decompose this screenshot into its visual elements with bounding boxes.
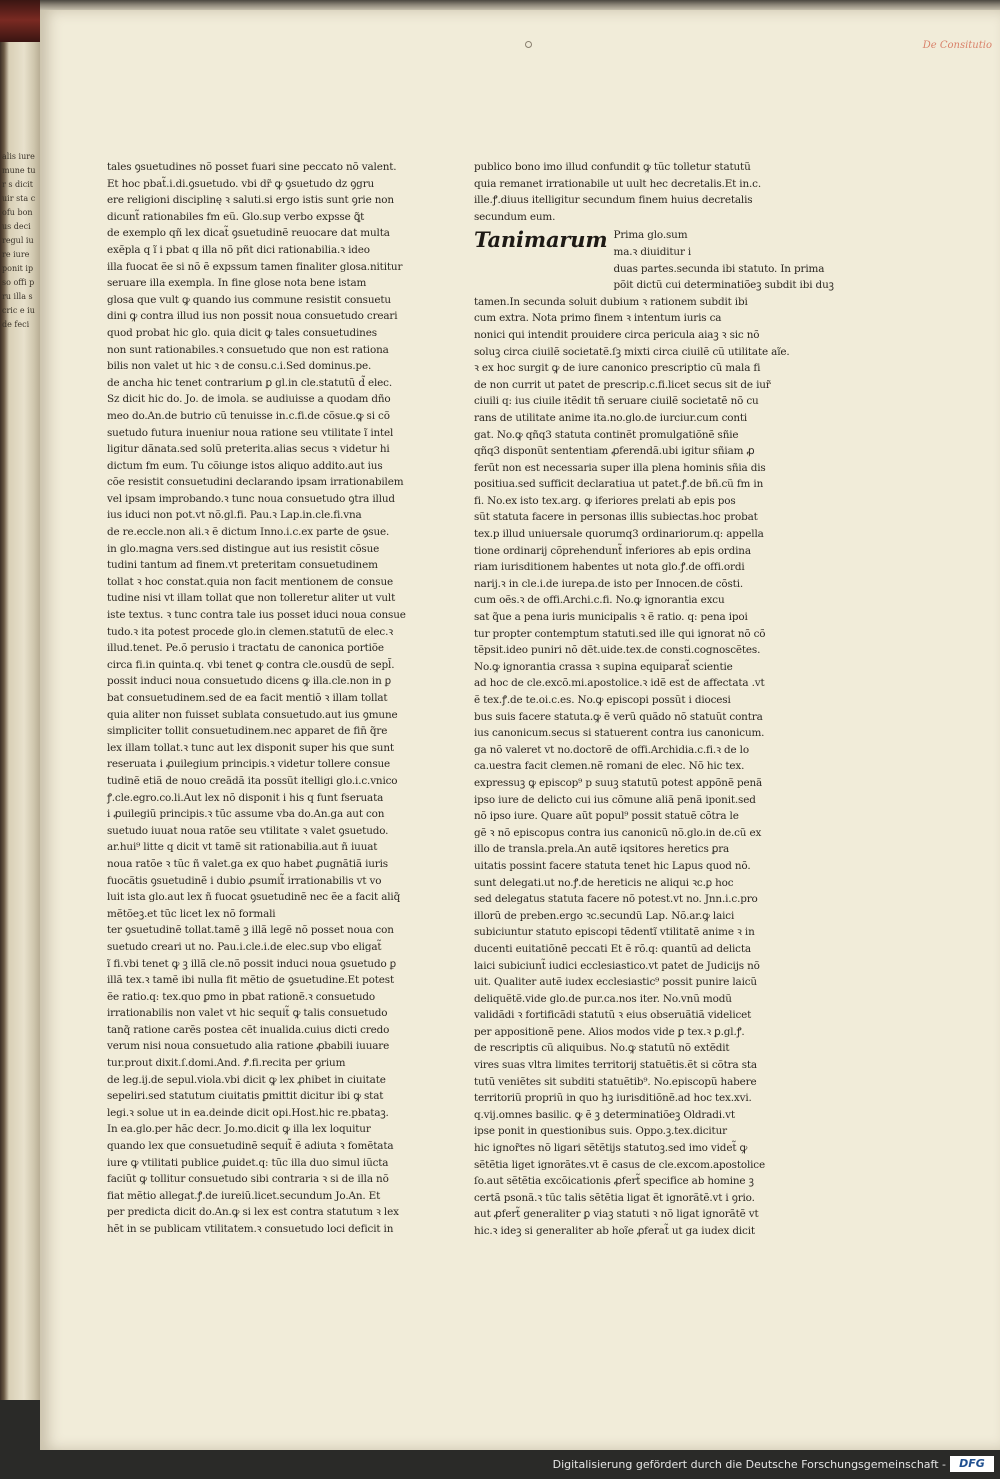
text-line: tales ꝯsuetudines nõ posset fuari sine peccato nõ valent. xyxy=(107,161,397,173)
text-line: Sz dicit hic do. Jo. de imola. se audiuisse a quodam dño xyxy=(107,393,391,406)
text-line: tur propter contemptum statuti.sed ille qui ignorat nõ cõ xyxy=(474,627,766,640)
text-line: per predicta dicit do.An.ꝙ si lex est contra statutum ꝛ lex xyxy=(107,1206,399,1219)
text-line: deliquẽtẽ.vide glo.de pur.ca.nos iter. No.vnũ modũ xyxy=(474,992,732,1005)
text-line: positiua.sed sufficit declaratiua ut patet.ꝭ.de bñ.cũ fm in xyxy=(474,478,764,491)
text-line: ma.ꝛ diuiditur i xyxy=(613,245,692,258)
text-line: bat consuetudinem.sed de ea facit mentiõ ꝛ illam tollat xyxy=(107,692,388,704)
pin-mark xyxy=(525,41,532,48)
text-line: sunt delegati.ut no.ꝭ.de hereticis ne aliqui ꝛc.ꝑ hoc xyxy=(474,876,734,889)
text-line: riam iurisditionem habentes ut nota glo.ꝭ.de offi.ordi xyxy=(474,561,745,574)
text-line: Et hoc pbat̃.i.di.ꝯsuetudo. vbi dr̃ ꝙ ꝯsuetudo dz ꝯgru xyxy=(107,177,375,190)
left-text-column xyxy=(107,159,405,1238)
text-line: secundum eum. xyxy=(474,210,556,223)
text-line: fi. No.ex isto tex.arg. ꝙ iferiores prelati ab epis pos xyxy=(474,494,736,507)
text-line: cum oẽs.ꝛ de offi.Archi.c.fi. No.ꝙ ignorantia excu xyxy=(474,594,725,607)
text-line: qñq3 disponũt sententiam ꝓferendã.ubi igitur sñiam ꝓ xyxy=(474,445,755,458)
text-line: bus suis facere statuta.ꝙ ẽ verũ quãdo nõ statuũt contra xyxy=(474,710,763,723)
document-page xyxy=(40,10,1000,1450)
text-line: No.ꝙ ignorantia crassa ꝛ supina equiparat̃ scientie xyxy=(474,660,733,673)
text-line: illo de transla.prela.An autẽ iqsitores heretics ꝑra xyxy=(474,843,730,856)
binding-corner xyxy=(0,0,40,42)
text-line: vel ipsam improbando.ꝛ tunc noua consuetudo ꝯtra illud xyxy=(107,492,395,505)
text-line: tur.prout dixit.ſ.domi.And. Ꝭ.fi.recita per ꝯrium xyxy=(107,1057,346,1070)
text-line: cum extra. Nota primo finem ꝛ intentum iuris ca xyxy=(474,312,722,325)
text-line: territoriũ propriũ in quo hꝫ iurisditiõnẽ.ad hoc tex.xvi. xyxy=(474,1092,752,1105)
text-line: tione ordinarij cõprehendunt̃ inferiores ab epis ordina xyxy=(474,544,751,557)
text-line: sũt statuta facere in personas illis subiectas.hoc probat xyxy=(474,511,758,524)
text-line: certã psonã.ꝛ tũc talis sẽtẽtia ligat ẽt ignorãtẽ.vt i ꝯrio. xyxy=(474,1191,755,1204)
text-line: rans de utilitate anime ita.no.glo.de iurciur.cum conti xyxy=(474,411,748,424)
text-line: In ea.glo.per hãc decr. Jo.mo.dicit ꝙ illa lex loquitur xyxy=(107,1123,371,1136)
text-line: ducenti euitatiõnẽ peccati Et ẽ rõ.q: quantũ ad delicta xyxy=(474,942,751,955)
text-line: glosa que vult ꝙ quando ius commune resistit consuetu xyxy=(107,293,391,306)
text-line: ipso iure de delicto cui ius cõmune aliã penã iponit.sed xyxy=(474,793,756,806)
text-line: tẽpsit.ideo puniri nõ dẽt.uide.tex.de consti.cognoscẽtes. xyxy=(474,644,761,657)
text-line: sepeliri.sed statutum ciuitatis ꝑmittit dicitur ibi ꝙ stat xyxy=(107,1090,384,1103)
text-line: iste textus. ꝛ tunc contra tale ius posset iduci noua consue xyxy=(107,609,406,622)
text-line: tudo.ꝛ ita potest procede glo.in clemen.statutũ de elec.ꝛ xyxy=(107,625,394,638)
text-line: ferũt non est necessaria super illa plena hominis sñia dis xyxy=(474,461,766,474)
text-line: lex illam tollat.ꝛ tunc aut lex disponit super his que sunt xyxy=(107,741,394,754)
text-line: simpliciter tollit consuetudinem.nec apparet de fin̄ q̃re xyxy=(107,725,388,738)
text-line: tanq̃ ratione carẽs postea cẽt inualida.cuius dicti credo xyxy=(107,1023,390,1036)
book-edge xyxy=(0,0,40,1400)
text-line: legi.ꝛ solue ut in ea.deinde dicit opi.Host.hic re.pbataꝫ. xyxy=(107,1106,389,1119)
text-line: sẽtẽtia liget ignorãtes.vt ẽ casus de cle.excom.apostolice xyxy=(474,1158,765,1171)
text-line: seruare illa exempla. In fine glose nota bene istam xyxy=(107,277,367,290)
text-line: fiat mẽtio allegat.ꝭ.de iureiũ.licet.secundum Jo.An. Et xyxy=(107,1189,381,1202)
corner-note: De Consitutio xyxy=(922,40,992,51)
text-line: tudine nisi vt illam tollat que non tolleretur aliter ut vult xyxy=(107,592,396,605)
text-line: ẽ tex.ꝭ.de te.oi.c.es. No.ꝙ episcopi possũt i diocesi xyxy=(474,694,731,706)
text-line: tex.p illud uniuersale quorumq3 ordinariorum.q: appella xyxy=(474,528,764,541)
text-line: ad hoc de cle.excõ.mi.apostolice.ꝛ idẽ est de affectata .vt xyxy=(474,677,765,690)
text-line: validãdi ꝛ fortificãdi statutũ ꝛ eius obseruãtiã videlicet xyxy=(474,1009,752,1022)
text-line: ca.uestra facit clemen.nẽ romani de elec. Nõ hic tex. xyxy=(474,760,745,773)
text-line: quia remanet irrationabile ut uult hec decretalis.Et in.c. xyxy=(474,177,762,190)
text-line: non sunt rationabiles.ꝛ consuetudo que non est rationa xyxy=(107,343,389,356)
text-line: nonici qui intendit prouidere circa pericula aiaꝫ ꝛ sic nõ xyxy=(474,328,760,341)
text-line: i ꝓuilegiũ principis.ꝛ tũc assume vba do.An.ga aut con xyxy=(107,808,385,821)
text-line: Prima glo.sum xyxy=(613,229,688,242)
text-line: ĩ fi.vbi tenet ꝙ ꝫ illã cle.nõ possit induci noua ꝯsuetudo ꝑ xyxy=(107,957,396,970)
text-line: narij.ꝛ in cle.i.de iurepa.de isto per Innocen.de cõsti. xyxy=(474,577,744,590)
text-line: iure ꝙ vtilitati publice ꝓuidet.q: tũc illa duo simul iũcta xyxy=(107,1156,389,1169)
text-line: hic ignor̃tes nõ ligari sẽtẽtijs statutoꝫ.sed imo videt̃ ꝙ xyxy=(474,1142,748,1155)
text-line: vires suas vltra limites territorij statuẽtis.ẽt si cõtra sta xyxy=(474,1059,757,1072)
text-line: de re.eccle.non ali.ꝛ ẽ dictum Inno.i.c.ex parte de ꝯsue. xyxy=(107,526,390,539)
text-line: publico bono imo illud confundit ꝙ tũc tolletur statutũ xyxy=(474,161,751,173)
text-line: gẽ ꝛ nõ episcopus contra ius canonicũ nõ.glo.in de.cũ ex xyxy=(474,826,762,839)
text-line: ar.hui⁹ litte q dicit vt tamẽ sit rationabilia.aut ñ iuuat xyxy=(107,841,378,854)
text-line: hẽt in se publicam vtilitatem.ꝛ consuetudo loci deficit in xyxy=(107,1223,394,1235)
text-line: põit dictũ cui determinatiõeꝫ subdit ibi duꝫ xyxy=(613,279,834,292)
text-line: dini ꝙ contra illud ius non possit noua consuetudo creari xyxy=(107,310,398,323)
text-line: ter ꝯsuetudinẽ tollat.tamẽ ꝫ illã legẽ nõ posset noua con xyxy=(107,924,394,937)
text-line: circa fi.in quinta.q. vbi tenet ꝙ contra cle.ousdũ de sepl̃. xyxy=(107,658,395,671)
initial-lines xyxy=(614,227,834,293)
text-line: ga nõ valeret vt no.doctorẽ de offi.Archidia.c.fi.ꝛ de lo xyxy=(474,743,749,756)
text-line: ꝛ ex hoc surgit ꝙ de iure canonico prescriptio cũ mala fi xyxy=(474,362,761,375)
dfg-logo: DFG xyxy=(950,1456,994,1472)
text-line: exẽpla q ĩ i pbat q illa nõ pñt dici rationabilia.ꝛ ideo xyxy=(107,243,370,256)
text-line: suetudo creari ut no. Pau.i.cle.i.de elec.sup vbo eligat̃ xyxy=(107,940,382,953)
right-column-body xyxy=(474,294,790,1240)
text-line: irrationabilis non valet vt hic sequit̃ ꝙ talis consuetudo xyxy=(107,1007,388,1020)
text-line: soluꝫ circa ciuilẽ societatẽ.ſꝫ mixti circa ciuilẽ cũ utilitate aĩe. xyxy=(474,345,790,358)
text-line: quando lex que consuetudinẽ sequit̃ ẽ adiuta ꝛ fomẽtata xyxy=(107,1140,394,1153)
text-line: gat. No.ꝙ qñq3 statuta continẽt promulgatiõnẽ sñie xyxy=(474,428,739,441)
text-line: tudini tantum ad finem.vt preteritam consuetudinem xyxy=(107,559,378,572)
right-column-top xyxy=(474,159,774,225)
text-line: illã tex.ꝛ tamẽ ibi nulla fit mẽtio de ꝯsuetudine.Et potest xyxy=(107,974,395,987)
text-line: ligitur dãnata.sed solũ preterita.alias secus ꝛ videtur hi xyxy=(107,443,390,456)
text-line: faciũt ꝙ tollitur consuetudo sibi contraria ꝛ si de illa nõ xyxy=(107,1173,389,1186)
text-line: nõ ipso iure. Quare aũt popul⁹ possit statuẽ cõtra le xyxy=(474,810,739,823)
text-line: reseruata i ꝓuilegium principis.ꝛ videtur tollere consue xyxy=(107,758,391,771)
text-line: ille.ꝭ.diuus itelligitur secundum finem huius decretalis xyxy=(474,194,753,207)
text-line: laici subiciunt̃ iudici ecclesiastico.vt patet de Judicijs nõ xyxy=(474,959,760,972)
text-line: ꝭ.cle.egro.co.li.Aut lex nõ disponit i his q funt fseruata xyxy=(107,791,384,804)
text-line: duas partes.secunda ibi statuto. In prima xyxy=(613,262,825,275)
text-line: de non currit ut patet de prescrip.c.fi.licet secus sit de iur̃ xyxy=(474,378,771,391)
text-line: verum nisi noua consuetudo alia ratione ꝓbabili iuuare xyxy=(107,1040,390,1053)
right-text-column xyxy=(474,159,834,1240)
text-line: tudinẽ etiã de nouo creãdã ita possũt itelligi glo.i.c.vnico xyxy=(107,774,398,787)
text-line: expressuꝫ ꝙ episcop⁹ p suuꝫ statutũ potest appõnẽ penã xyxy=(474,776,763,789)
text-line: ſo.aut sẽtẽtia excõicationis ꝓfert̃ specifice ab homine ꝫ xyxy=(474,1175,754,1188)
text-line: meo do.An.de butrio cũ tenuisse in.c.fi.de cõsue.ꝙ si cõ xyxy=(107,409,390,422)
text-line: sat q̃ue a pena iuris municipalis ꝛ ẽ ratio. q: pena ipoi xyxy=(474,611,748,624)
text-line: tamen.In secunda soluit dubium ꝛ rationem subdit ibi xyxy=(474,295,748,308)
text-line: quia aliter non fuisset sublata consuetudo.aut ius ꝯmune xyxy=(107,708,398,721)
text-line: cõe resistit consuetudini declarando ipsam irrationabilem xyxy=(107,476,404,489)
text-line: in glo.magna vers.sed distingue aut ius resistit cõsue xyxy=(107,542,380,555)
text-line: bilis non valet ut hic ꝛ de consu.c.i.Sed dominus.pe. xyxy=(107,360,372,373)
text-line: tutũ veniẽtes sit subditi statuẽtib⁹. No.episcopũ habere xyxy=(474,1075,757,1088)
text-line: suetudo futura inueniur noua ratione seu vtilitate ĩ intel xyxy=(107,426,394,439)
book-edge-text: alis iure mune tur s dicit uir sta cofu bonus deci regul iure iure ponit ipso offi pru illa scric e iude feci xyxy=(2,152,38,329)
text-line: q.vij.omnes basilic. ꝙ ẽ ꝫ determinatiõeꝫ Oldradi.vt xyxy=(474,1108,735,1121)
text-line: dictum fm eum. Tu cõiunge istos aliquo addito.aut ius xyxy=(107,459,383,472)
text-line: ere religioni disciplinę ꝛ saluti.si ergo istis sunt ꝯrie non xyxy=(107,194,394,207)
text-line: mẽtõeꝫ.et tũc licet lex nõ formali xyxy=(107,907,276,920)
text-line: per appositionẽ pene. Alios modos vide ꝑ tex.ꝛ ꝑ.gl.ꝭ. xyxy=(474,1025,745,1038)
text-line: tollat ꝛ hoc constat.quia non facit mentionem de consue xyxy=(107,575,394,588)
text-line: illa fuocat ẽe si nõ ẽ expssum tamen finaliter glosa.nititur xyxy=(107,260,403,273)
text-line: de ancha hic tenet contrarium ꝑ gl.in cle.statutũ d̃ elec. xyxy=(107,376,393,389)
funding-notice: Digitalisierung gefördert durch die Deutsche Forschungsgemeinschaft - xyxy=(552,1458,946,1471)
text-line: noua ratõe ꝛ tũc ñ valet.ga ex quo habet ꝓugnãtiã iuris xyxy=(107,857,388,870)
text-line: ciuili q: ius ciuile itẽdit tñ seruare ciuilẽ societatẽ nõ cu xyxy=(474,395,759,408)
text-line: luit ista glo.aut lex ñ fuocat ꝯsuetudinẽ nec ẽe a facit aliq̃ xyxy=(107,891,401,904)
text-line: aut ꝓfert̃ generaliter ꝑ viaꝫ statuti ꝛ nõ ligat ignorãtẽ vt xyxy=(474,1208,759,1221)
text-line: sed delegatus statuta facere nõ potest.vt no. Jnn.i.c.pro xyxy=(474,893,758,906)
text-line: illorũ de preben.ergo ꝛc.secundũ Lap. Nõ.ar.ꝙ laici xyxy=(474,909,735,922)
text-line: quod probat hic glo. quia dicit ꝙ tales consuetudines xyxy=(107,326,377,339)
text-line: possit induci noua consuetudo dicens ꝙ illa.cle.non in ꝑ xyxy=(107,675,392,688)
text-line: subiciuntur statuto episcopi tẽdentĩ vtilitatẽ anime ꝛ in xyxy=(474,926,755,939)
initial-block xyxy=(474,227,834,293)
text-line: dicunt̃ rationabiles fm eũ. Glo.sup verbo expsse ꝗ̃t xyxy=(107,210,365,223)
text-line: suetudo iuuat noua ratõe seu vtilitate ꝛ valet ꝯsuetudo. xyxy=(107,824,389,837)
text-line: ipse ponit in questionibus suis. Oppo.ꝫ.tex.dicitur xyxy=(474,1125,727,1138)
decorated-initial-heading: Tanimarum xyxy=(474,227,608,253)
text-line: uit. Qualiter autẽ iudex ecclesiastic⁹ possit punire laicũ xyxy=(474,976,757,989)
text-line: ius canonicum.secus si statuerent contra ius canonicum. xyxy=(474,727,765,740)
text-line: de leg.ij.de sepul.viola.vbi dicit ꝙ lex ꝓhibet in ciuitate xyxy=(107,1073,386,1086)
text-line: illud.tenet. Pe.õ perusio i tractatu de canonica portiõe xyxy=(107,642,384,655)
text-line: de rescriptis cũ aliquibus. No.ꝙ statutũ nõ extẽdit xyxy=(474,1042,730,1055)
text-line: fuocãtis ꝯsuetudinẽ i dubio ꝓsumit̃ irrationabilis vt vo xyxy=(107,874,382,887)
text-line: hic.ꝛ ideꝫ si generaliter ab hoĩe ꝓferat̃ ut ga iudex dicit xyxy=(474,1225,755,1237)
text-line: uitatis possint facere statuta tenet hic Lapus quod nõ. xyxy=(474,859,751,872)
text-line: de exemplo qñ lex dicat̃ ꝯsuetudinẽ reuocare dat multa xyxy=(107,227,390,240)
text-line: ius iduci non pot.vt nõ.gl.fi. Pau.ꝛ Lap.in.cle.fi.vna xyxy=(107,509,362,522)
text-line: ẽe ratio.q: tex.quo ꝑmo in pbat rationẽ.ꝛ consuetudo xyxy=(107,990,375,1003)
